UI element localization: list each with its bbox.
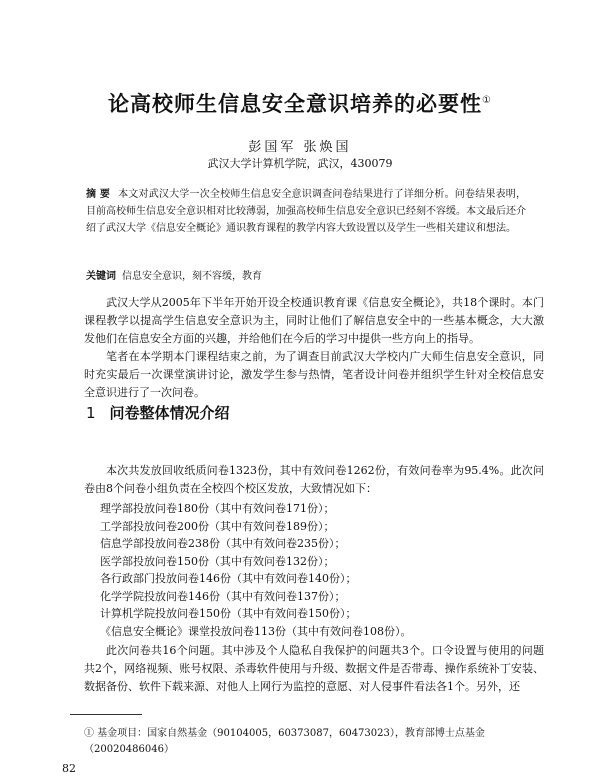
section-paragraph-text: 本次共发放回收纸质问卷1323份，其中有效问卷1262份，有效问卷率为95.4%。此次问卷由8个问卷小组负责在全校四个校区发放，大致情况如下： <box>84 464 544 495</box>
section-title: 问卷整体情况介绍 <box>109 404 230 422</box>
list-item: 《信息安全概论》课堂投放问卷113份（其中有效问卷108份）。 <box>100 624 412 638</box>
footnote: ① 基金项目：国家自然基金（90104005，60373087，60473023），教育部博士点基金（20020486046） <box>84 728 485 755</box>
author-affiliation: 武汉大学计算机学院，武汉，430079 <box>207 157 393 170</box>
list-item: 信息学部投放问卷238份（其中有效问卷235份）； <box>100 537 346 550</box>
title-text: 论高校师生信息安全意识培养的必要性 <box>108 92 483 116</box>
paper-title <box>0 88 600 118</box>
abstract <box>86 186 526 237</box>
intro-paragraph: 武汉大学从2005年下半年开始开设全校通识教育课《信息安全概论》，共18个课时。本门课程教学以提高学生信息安全意识为主，同时让他们了解信息安全中的一些基本概念，大大激发他们在信息安全方面的兴趣，并给他们在今后的学习中提供一些方向上的指导。 <box>84 296 544 345</box>
list-item: 医学部投放问卷150份（其中有效问卷132份）； <box>100 554 335 568</box>
page-number: 82 <box>62 762 76 775</box>
distribution-list <box>100 500 412 640</box>
list-item: 各行政部门投放问卷146份（其中有效问卷140份）； <box>100 572 357 585</box>
keywords <box>86 267 526 282</box>
abstract-text: 本文对武汉大学一次全校师生信息安全意识调查问卷结果进行了详细分析。问卷结果表明，目前高校师生信息安全意识相对比较薄弱，加强高校师生信息安全意识已经刻不容缓。本文最后还介绍了武汉大学《信息安全概论》通识教育课程的教学内容大致设置以及学生一些相关建议和想法。 <box>86 189 527 234</box>
intro-paragraph: 笔者在本学期本门课程结束之前，为了调查目前武汉大学校内广大师生信息安全意识，同时充实最后一次课堂演讲讨论，激发学生参与热情，笔者设计问卷并组织学生针对全校信息安全意识进行了一次问卷。 <box>84 350 544 399</box>
keywords-text: 信息安全意识，刻不容缓，教育 <box>122 271 262 282</box>
list-item: 工学部投放问卷200份（其中有效问卷189份）； <box>100 519 335 533</box>
closing-paragraph <box>84 642 544 696</box>
abstract-label: 摘 要 <box>86 189 111 200</box>
list-item: 计算机学院投放问卷150份（其中有效问卷150份）； <box>100 607 357 620</box>
section-paragraph <box>84 462 544 498</box>
footnote-divider <box>70 714 142 715</box>
intro-section <box>84 294 544 402</box>
section-number: 1 <box>86 404 96 422</box>
keywords-label: 关键词 <box>86 271 116 282</box>
list-item: 化学学院投放问卷146份（其中有效问卷137份）； <box>100 589 346 603</box>
title-footnote-mark: ① <box>482 95 492 106</box>
author-names: 彭国军 张焕国 <box>248 140 352 155</box>
list-item: 理学部投放问卷180份（其中有效问卷171份）； <box>100 502 335 515</box>
section-heading <box>86 402 230 423</box>
closing-paragraph-text: 此次问卷共16个问题。其中涉及个人隐私自我保护的问题共3个。口令设置与使用的问题共2个，网络视频、账号权限、杀毒软件使用与升级、数据文件是否带毒、操作系统补丁安装、数据备份、软件下载来源、对他人上网行为监控的意愿、对人侵事件看法各1个。另外，还 <box>84 644 544 693</box>
